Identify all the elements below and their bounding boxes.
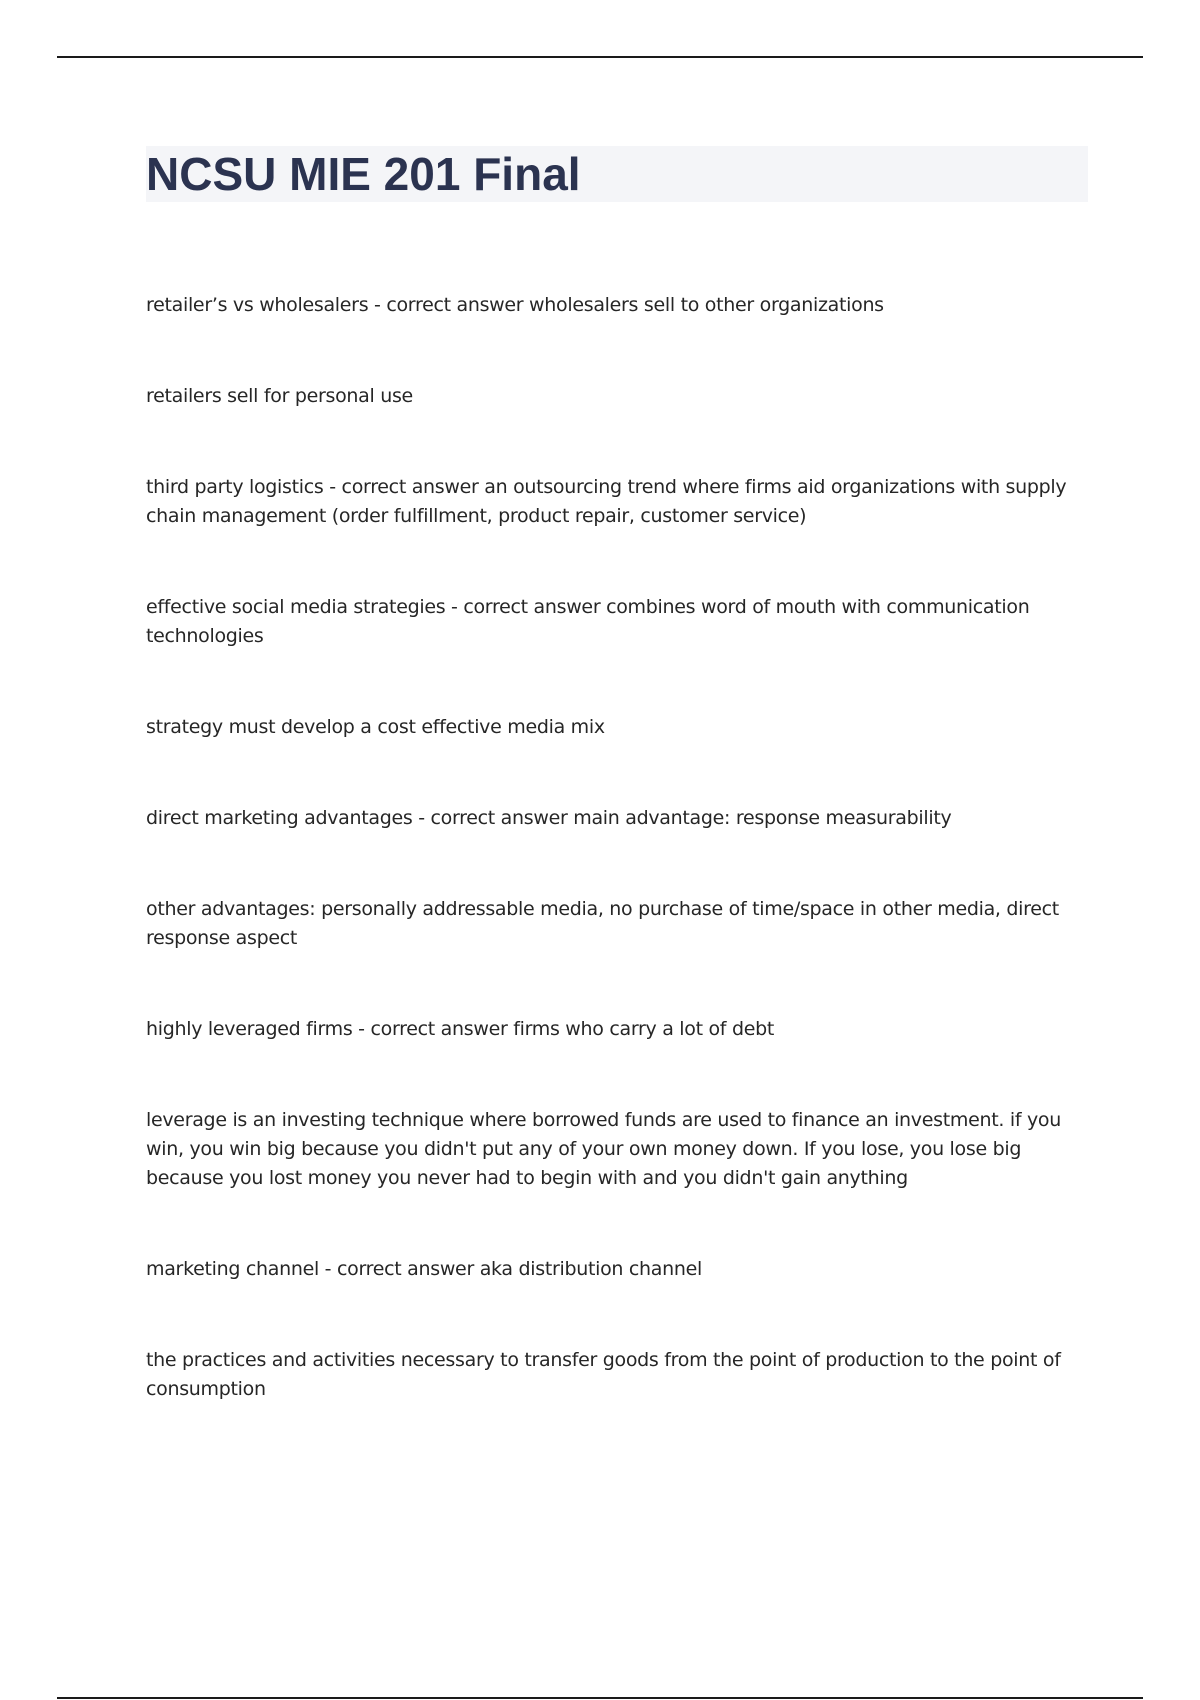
paragraph-highly-leveraged-firms: highly leveraged firms - correct answer firms who carry a lot of debt (146, 1018, 775, 1040)
top-rule (57, 56, 1143, 58)
paragraph-direct-marketing-advantages: direct marketing advantages - correct answer main advantage: response measurability (146, 807, 952, 829)
paragraph-cost-effective-media-mix: strategy must develop a cost effective media mix (146, 716, 605, 738)
paragraph-leverage-explanation: leverage is an investing technique where borrowed funds are used to finance an investment. if you win, you win big because you didn't put any of your own money down. If you lose, you lose big because you lost money you never had to begin with and you didn't gain anything (146, 1109, 1061, 1189)
paragraph-retailers-vs-wholesalers: retailer’s vs wholesalers - correct answer wholesalers sell to other organizations (146, 294, 884, 316)
paragraph-retailers-personal-use: retailers sell for personal use (146, 385, 413, 407)
paragraph-marketing-channel: marketing channel - correct answer aka distribution channel (146, 1258, 702, 1280)
paragraph-other-advantages: other advantages: personally addressable media, no purchase of time/space in other media, direct response aspect (146, 898, 1059, 949)
paragraph-social-media-strategies: effective social media strategies - correct answer combines word of mouth with communication technologies (146, 596, 1030, 647)
paragraph-third-party-logistics: third party logistics - correct answer an outsourcing trend where firms aid organizations with supply chain management (order fulfillment, product repair, customer service) (146, 476, 1067, 527)
document-title: NCSU MIE 201 Final (146, 148, 581, 200)
paragraph-practices-and-activities: the practices and activities necessary to transfer goods from the point of production to the point of consumption (146, 1349, 1061, 1400)
bottom-rule (57, 1697, 1143, 1699)
